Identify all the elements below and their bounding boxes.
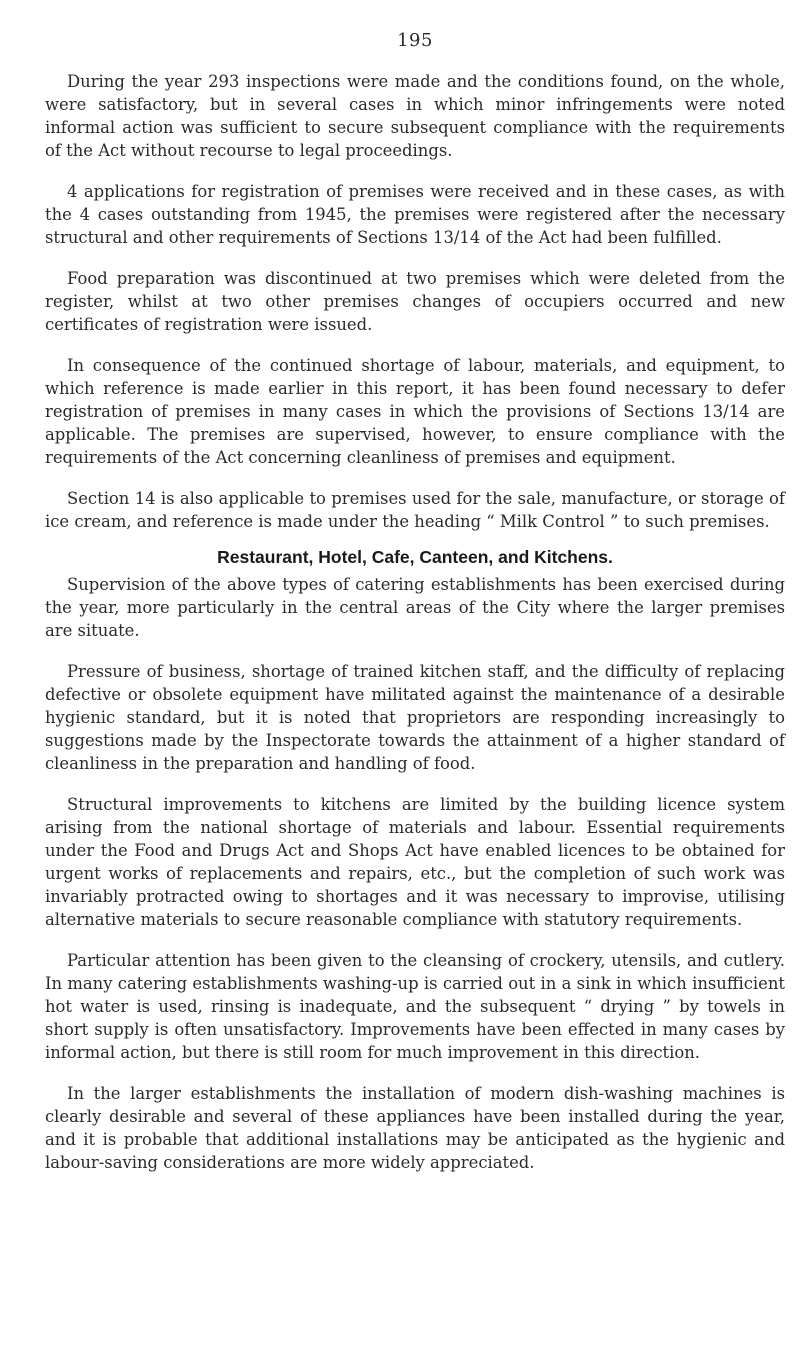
paragraph-cleansing-crockery: Particular attention has been given to the cleansing of crockery, utensils, and cutlery. In many catering establishments washing-up is carried out in a sink in which insufficient hot water is used, rinsing is inadequate, and the subsequent “ drying ” by towels in short supply is often unsatisfactory. Improvements have been effected in many cases by informal action, but there is still room for much improvement in this direction. bbox=[45, 951, 785, 1062]
paragraph-food-preparation: Food preparation was discontinued at two premises which were deleted from the register, whilst at two other premises changes of occupiers occurred and new certificates of registration were issued. bbox=[45, 269, 785, 334]
paragraph-registration-applications: 4 applications for registration of premises were received and in these cases, as with the 4 cases outstanding from 1945, the premises were registered after the necessary structural and other requirements of Sections 13/14 of the Act had been fulfilled. bbox=[45, 182, 785, 247]
paragraph-dish-washing-machines: In the larger establishments the installation of modern dish-washing machines is clearly desirable and several of these appliances have been installed during the year, and it is probable that additional installations may be anticipated as the hygienic and labour-saving considerations are more widely appreciated. bbox=[45, 1084, 785, 1172]
section-heading: Restaurant, Hotel, Cafe, Canteen, and Kitchens. bbox=[217, 547, 613, 567]
paragraph-section-14: Section 14 is also applicable to premises used for the sale, manufacture, or storage of ice cream, and reference is made under the heading “ Milk Control ” to such premises. bbox=[45, 489, 785, 531]
paragraph-inspections: During the year 293 inspections were made and the conditions found, on the whole, were satisfactory, but in several cases in which minor infringements were noted informal action was sufficient to secure subsequent compliance with the requirements of the Act without recourse to legal proceedings. bbox=[45, 72, 785, 160]
page-number: 195 bbox=[397, 30, 433, 51]
paragraph-supervision: Supervision of the above types of catering establishments has been exercised during the year, more particularly in the central areas of the City where the larger premises are situate. bbox=[45, 575, 785, 640]
body-text bbox=[45, 70, 785, 1192]
paragraph-shortage-of-labour: In consequence of the continued shortage of labour, materials, and equipment, to which reference is made earlier in this report, it has been found necessary to defer registration of premises in many cases in which the provisions of Sections 13/14 are applicable. The premises are supervised, however, to ensure compliance with the requirements of the Act concerning cleanliness of premises and equipment. bbox=[45, 356, 785, 467]
paragraph-pressure-of-business: Pressure of business, shortage of trained kitchen staff, and the difficulty of replacing defective or obsolete equipment have militated against the maintenance of a desirable hygienic standard, but it is noted that proprietors are responding increasingly to suggestions made by the Inspectorate towards the attainment of a higher standard of cleanliness in the preparation and handling of food. bbox=[45, 662, 785, 773]
paragraph-structural-improvements: Structural improvements to kitchens are limited by the building licence system arising from the national shortage of materials and labour. Essential requirements under the Food and Drugs Act and Shops Act have enabled licences to be obtained for urgent works of replacements and repairs, etc., but the completion of such work was invariably protracted owing to shortages and it was necessary to improvise, utilising alternative materials to secure reasonable compliance with statutory requirements. bbox=[45, 795, 785, 929]
